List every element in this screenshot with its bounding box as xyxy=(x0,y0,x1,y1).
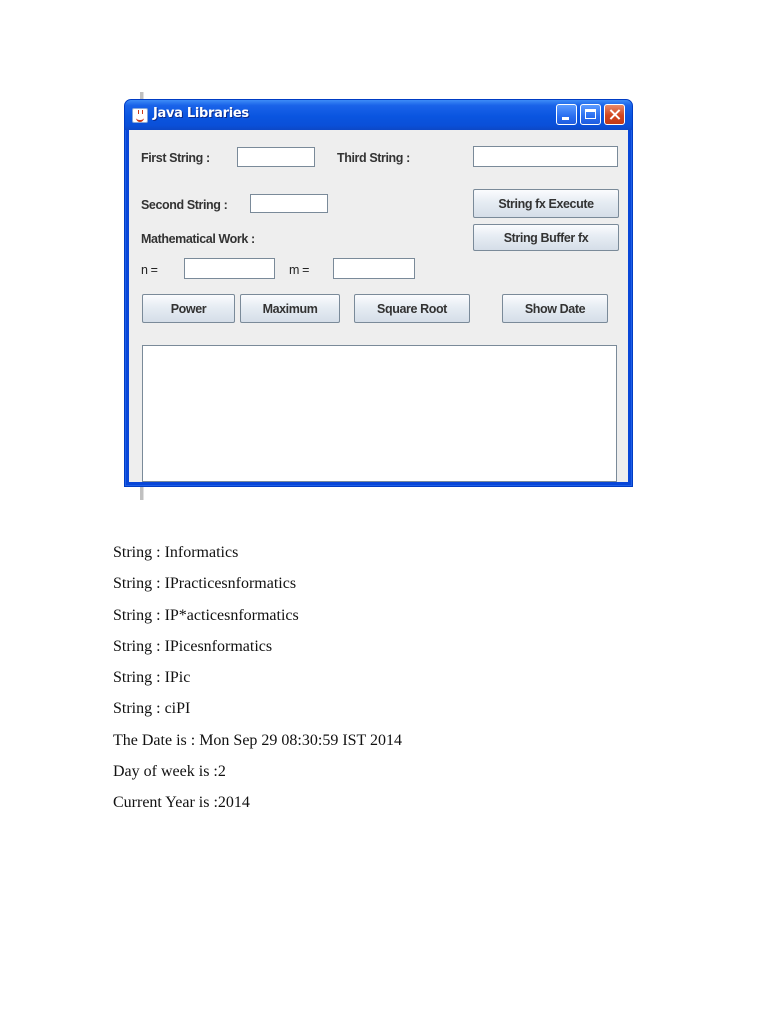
output-line: String : ciPI xyxy=(113,700,191,718)
square-root-button[interactable]: Square Root xyxy=(354,294,470,323)
output-text xyxy=(113,543,402,825)
java-cup-icon xyxy=(132,108,148,123)
java-window xyxy=(124,99,633,487)
maximize-icon[interactable] xyxy=(580,104,601,125)
third-string-label: Third String : xyxy=(337,151,410,165)
first-string-field[interactable] xyxy=(237,147,315,167)
output-line: Current Year is :2014 xyxy=(113,794,250,812)
window-content xyxy=(129,130,628,482)
output-line: String : IPracticesnformatics xyxy=(113,575,297,593)
second-string-label: Second String : xyxy=(141,198,228,212)
n-label: n = xyxy=(141,263,158,277)
second-string-field[interactable] xyxy=(250,194,328,213)
first-string-label: First String : xyxy=(141,151,210,165)
output-line: String : IPic xyxy=(113,669,191,687)
output-line: String : IPicesnformatics xyxy=(113,637,273,655)
maximum-button[interactable]: Maximum xyxy=(240,294,340,323)
output-line: The Date is : Mon Sep 29 08:30:59 IST 2014 xyxy=(113,731,403,749)
window-title: Java Libraries xyxy=(153,106,249,121)
output-line: Day of week is :2 xyxy=(113,763,226,781)
close-icon[interactable] xyxy=(604,104,625,125)
output-line: String : IP*acticesnformatics xyxy=(113,606,299,624)
n-field[interactable] xyxy=(184,258,275,279)
string-buffer-fx-button[interactable]: String Buffer fx xyxy=(473,224,619,251)
m-field[interactable] xyxy=(333,258,415,279)
power-button[interactable]: Power xyxy=(142,294,235,323)
third-string-field[interactable] xyxy=(473,146,618,167)
page-margin-mark xyxy=(140,486,144,500)
string-fx-execute-button[interactable]: String fx Execute xyxy=(473,189,619,218)
output-line: String : Informatics xyxy=(113,544,239,561)
show-date-button[interactable]: Show Date xyxy=(502,294,608,323)
title-bar[interactable] xyxy=(125,100,632,130)
output-text-area[interactable] xyxy=(142,345,617,482)
m-label: m = xyxy=(289,263,309,277)
minimize-icon[interactable] xyxy=(556,104,577,125)
mathematical-work-label: Mathematical Work : xyxy=(141,232,255,246)
